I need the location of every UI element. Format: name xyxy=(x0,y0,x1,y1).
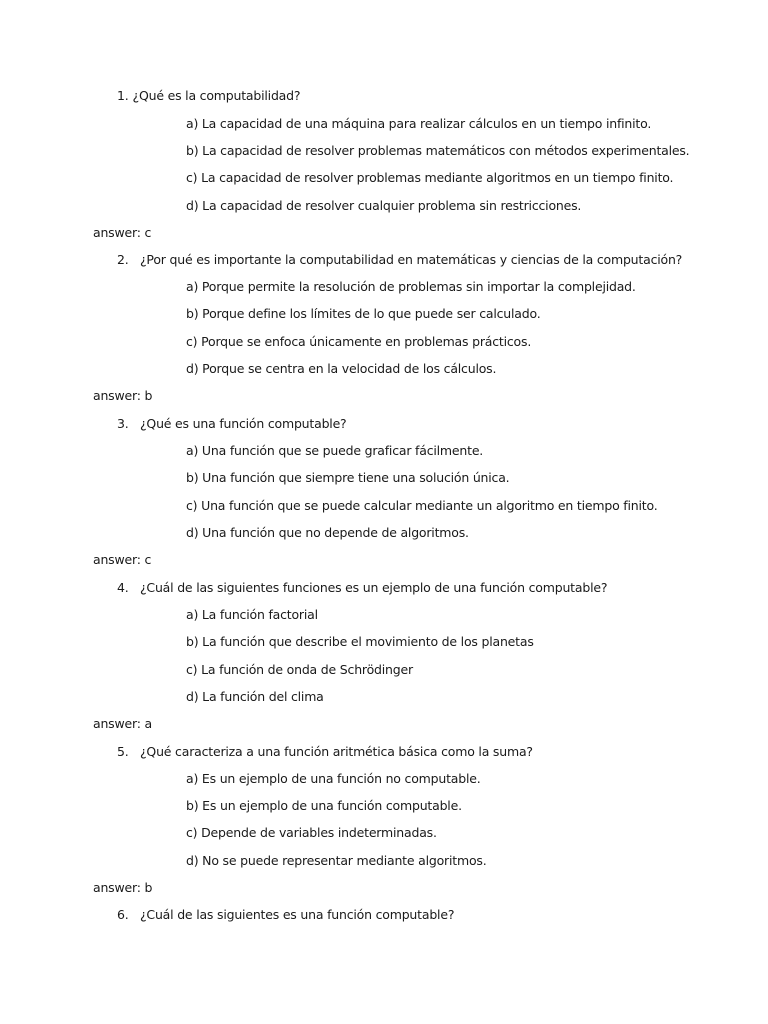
option-4c: c) La función de onda de Schrödinger xyxy=(186,662,413,677)
question-number: 3. xyxy=(117,416,129,431)
option-3a: a) Una función que se puede graficar fácilmente. xyxy=(186,443,484,458)
question-number: 6. xyxy=(117,907,129,922)
question-2 xyxy=(117,252,682,268)
answer-5: answer: b xyxy=(93,880,153,895)
option-2b: b) Porque define los límites de lo que puede ser calculado. xyxy=(186,306,541,321)
option-5a: a) Es un ejemplo de una función no computable. xyxy=(186,771,481,786)
question-text: ¿Cuál de las siguientes funciones es un ejemplo de una función computable? xyxy=(140,580,608,595)
question-number: 5. xyxy=(117,744,129,759)
option-1a: a) La capacidad de una máquina para realizar cálculos en un tiempo infinito. xyxy=(186,116,652,131)
option-1b: b) La capacidad de resolver problemas matemáticos con métodos experimentales. xyxy=(186,143,690,158)
question-text: ¿Qué es la computabilidad? xyxy=(132,88,301,103)
question-text: ¿Qué es una función computable? xyxy=(140,416,347,431)
option-2a: a) Porque permite la resolución de problemas sin importar la complejidad. xyxy=(186,279,636,294)
question-text: ¿Por qué es importante la computabilidad en matemáticas y ciencias de la computación? xyxy=(140,252,683,267)
answer-3: answer: c xyxy=(93,552,152,567)
option-4d: d) La función del clima xyxy=(186,689,324,704)
question-number: 4. xyxy=(117,580,129,595)
question-number: 2. xyxy=(117,252,129,267)
option-3d: d) Una función que no depende de algoritmos. xyxy=(186,525,469,540)
question-text: ¿Cuál de las siguientes es una función computable? xyxy=(140,907,455,922)
option-4b: b) La función que describe el movimiento de los planetas xyxy=(186,634,534,649)
question-1 xyxy=(117,88,300,104)
option-1c: c) La capacidad de resolver problemas mediante algoritmos en un tiempo finito. xyxy=(186,170,674,185)
option-1d: d) La capacidad de resolver cualquier problema sin restricciones. xyxy=(186,198,582,213)
answer-4: answer: a xyxy=(93,716,152,731)
option-4a: a) La función factorial xyxy=(186,607,318,622)
answer-1: answer: c xyxy=(93,225,152,240)
question-4 xyxy=(117,580,607,596)
option-5b: b) Es un ejemplo de una función computable. xyxy=(186,798,462,813)
option-3b: b) Una función que siempre tiene una solución única. xyxy=(186,470,510,485)
question-6 xyxy=(117,907,454,923)
answer-2: answer: b xyxy=(93,388,153,403)
option-2d: d) Porque se centra en la velocidad de los cálculos. xyxy=(186,361,497,376)
option-2c: c) Porque se enfoca únicamente en problemas prácticos. xyxy=(186,334,532,349)
question-3 xyxy=(117,416,347,432)
question-5 xyxy=(117,744,533,760)
option-5d: d) No se puede representar mediante algoritmos. xyxy=(186,853,487,868)
question-number: 1. xyxy=(117,88,129,103)
option-3c: c) Una función que se puede calcular mediante un algoritmo en tiempo finito. xyxy=(186,498,658,513)
option-5c: c) Depende de variables indeterminadas. xyxy=(186,825,437,840)
question-text: ¿Qué caracteriza a una función aritmética básica como la suma? xyxy=(140,744,533,759)
